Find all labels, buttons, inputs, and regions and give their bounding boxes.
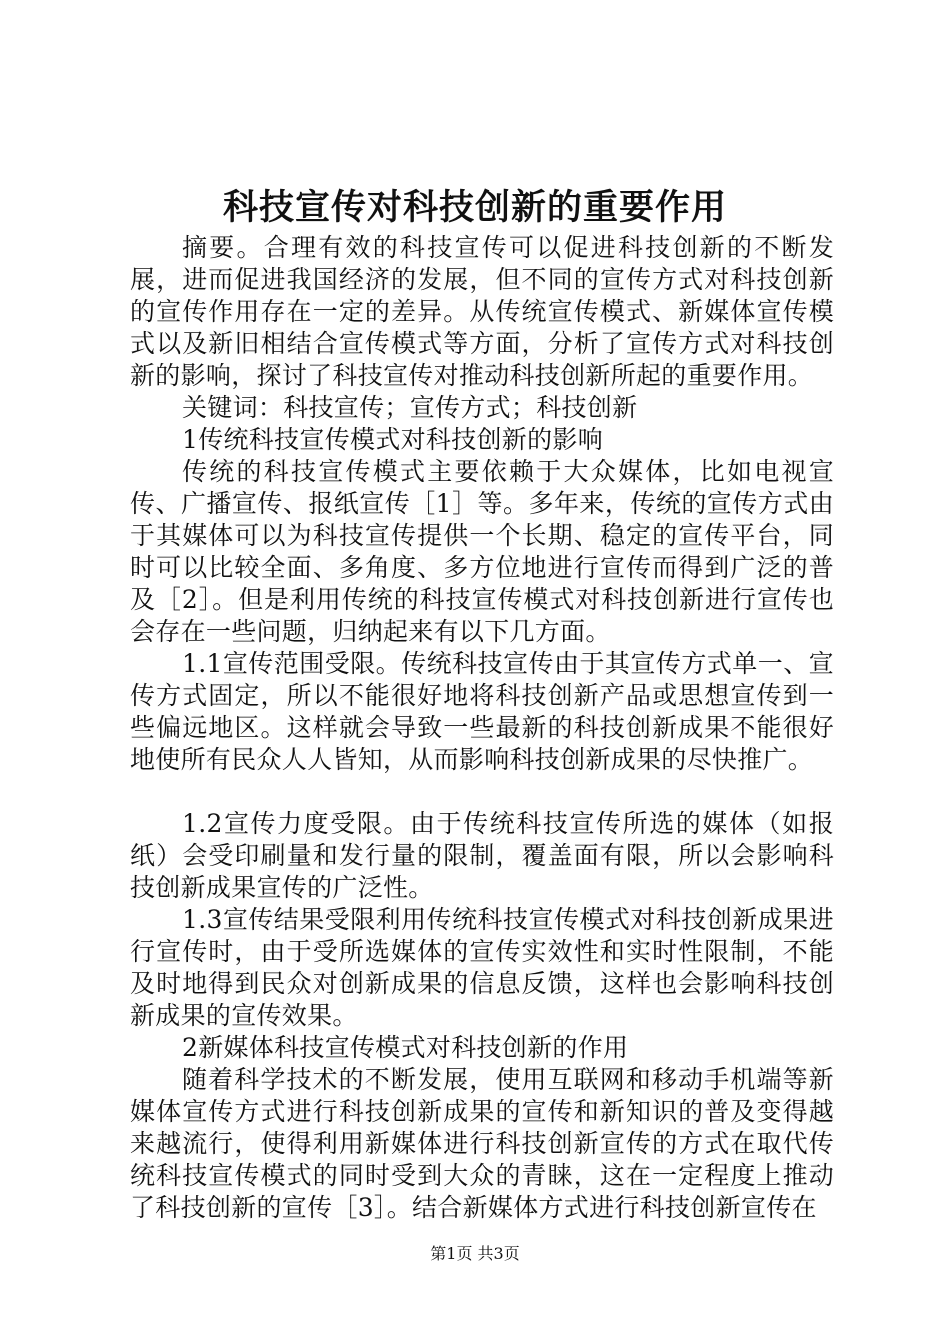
section-heading-2: 2新媒体科技宣传模式对科技创新的作用 [182, 1033, 629, 1062]
document-body [130, 232, 834, 1224]
section-heading-1: 1传统科技宣传模式对科技创新的影响 [182, 425, 604, 454]
subsection-1-3: 1.3宣传结果受限利用传统科技宣传模式对科技创新成果进行宣传时，由于受所选媒体的宣传实效性和实时性限制，不能及时地得到民众对创新成果的信息反馈，这样也会影响科技创新成果的宣传效果。 [130, 905, 834, 1030]
document-title: 科技宣传对科技创新的重要作用 [222, 187, 727, 228]
subsection-1-2: 1.2宣传力度受限。由于传统科技宣传所选的媒体（如报纸）会受印刷量和发行量的限制，覆盖面有限，所以会影响科技创新成果宣传的广泛性。 [130, 809, 834, 902]
subsection-1-1: 1.1宣传范围受限。传统科技宣传由于其宣传方式单一、宣传方式固定，所以不能很好地将科技创新产品或思想宣传到一些偏远地区。这样就会导致一些最新的科技创新成果不能很好地使所有民众人人皆知，从而影响科技创新成果的尽快推广。 [130, 649, 834, 774]
keywords-paragraph: 关键词：科技宣传；宣传方式；科技创新 [182, 393, 638, 422]
body-paragraph: 随着科学技术的不断发展，使用互联网和移动手机端等新媒体宣传方式进行科技创新成果的宣传和新知识的普及变得越来越流行，使得利用新媒体进行科技创新宣传的方式在取代传统科技宣传模式的同时受到大众的青睐，这在一定程度上推动了科技创新的宣传［3］。结合新媒体方式进行科技创新宣传在 [130, 1065, 834, 1222]
page-number: 第1页 共3页 [430, 1244, 520, 1263]
body-paragraph: 传统的科技宣传模式主要依赖于大众媒体，比如电视宣传、广播宣传、报纸宣传［1］等。多年来，传统的宣传方式由于其媒体可以为科技宣传提供一个长期、稳定的宣传平台，同时可以比较全面、多角度、多方位地进行宣传而得到广泛的普及［2］。但是利用传统的科技宣传模式对科技创新进行宣传也会存在一些问题，归纳起来有以下几方面。 [130, 457, 834, 646]
abstract-paragraph: 摘要。合理有效的科技宣传可以促进科技创新的不断发展，进而促进我国经济的发展，但不同的宣传方式对科技创新的宣传作用存在一定的差异。从传统宣传模式、新媒体宣传模式以及新旧相结合宣传模式等方面，分析了宣传方式对科技创新的影响，探讨了科技宣传对推动科技创新所起的重要作用。 [130, 233, 834, 390]
